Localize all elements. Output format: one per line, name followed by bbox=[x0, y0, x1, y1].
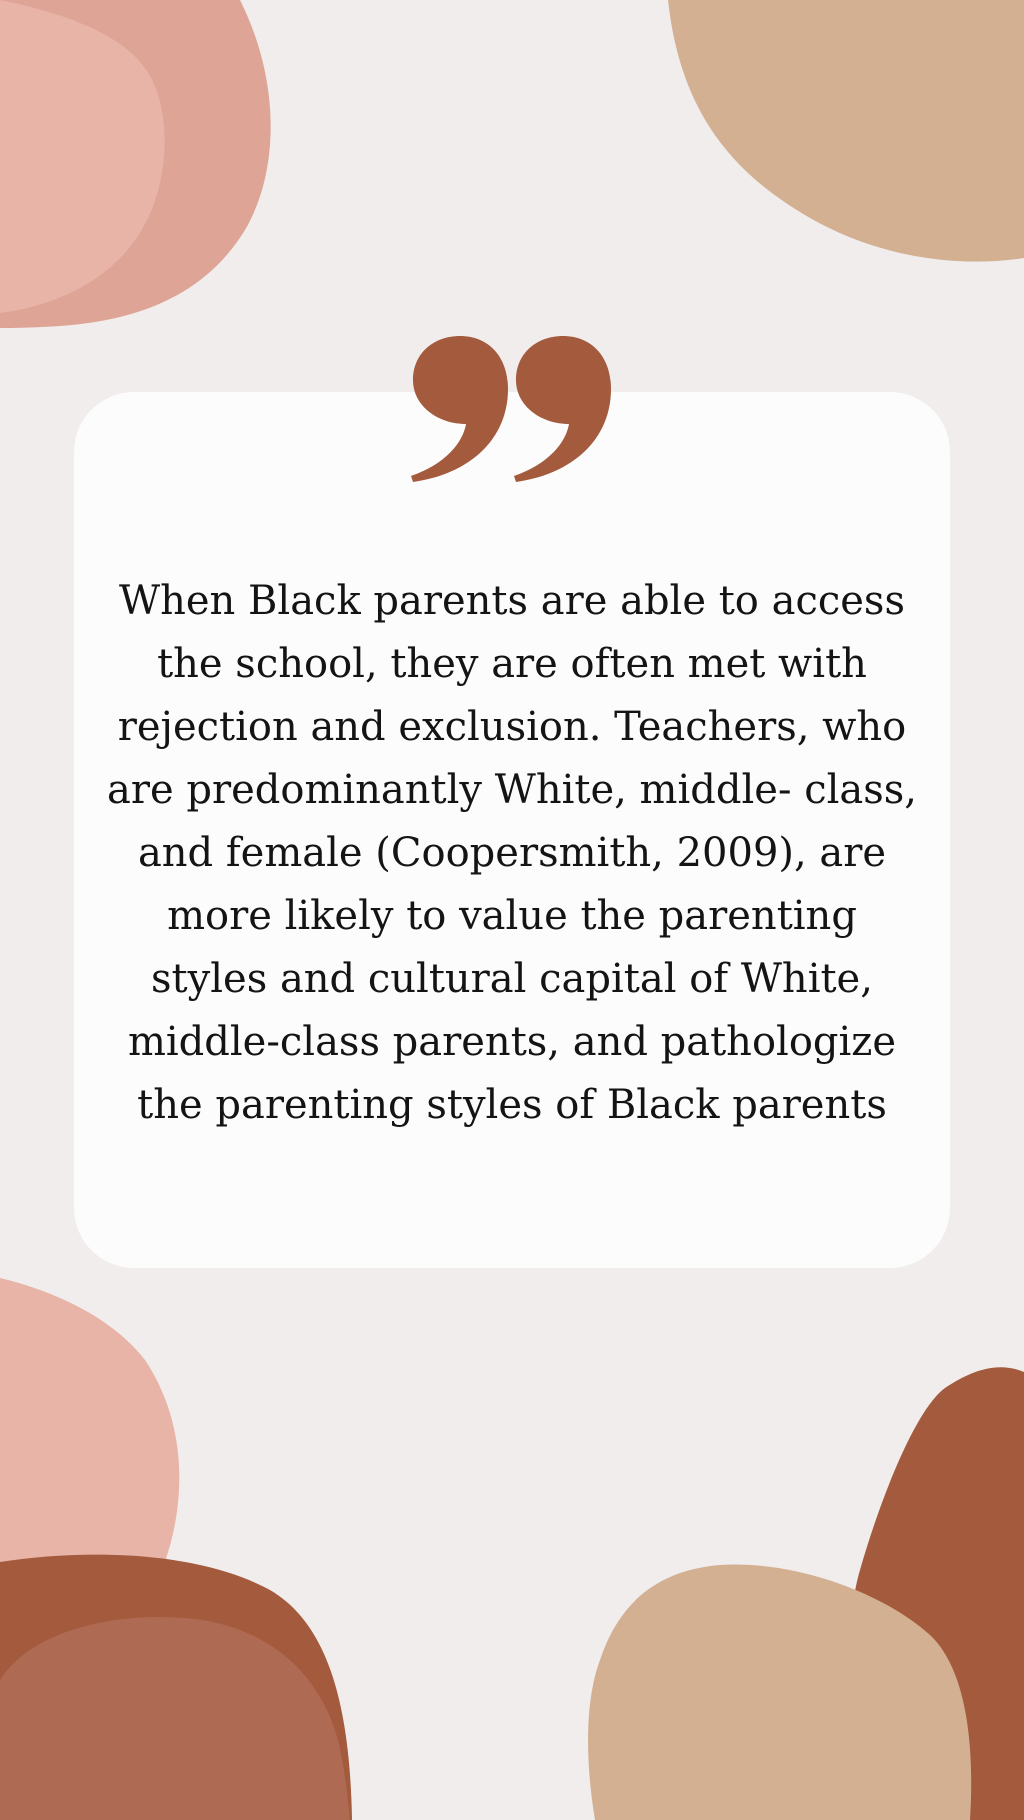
bottom-left-blush-blob bbox=[0, 1278, 179, 1575]
quotation-mark-icon bbox=[408, 334, 618, 486]
quote-text: When Black parents are able to access the school, they are often met with rejection and exclusion. Teachers, who are predominantly White, middle- class, and female (Coopersmith, 2009), are more likely to value the parenting styles and cultural capital of White, middle-class parents, and pathologize the parenting styles of Black parents bbox=[107, 578, 917, 1128]
top-right-blob bbox=[668, 0, 1024, 262]
